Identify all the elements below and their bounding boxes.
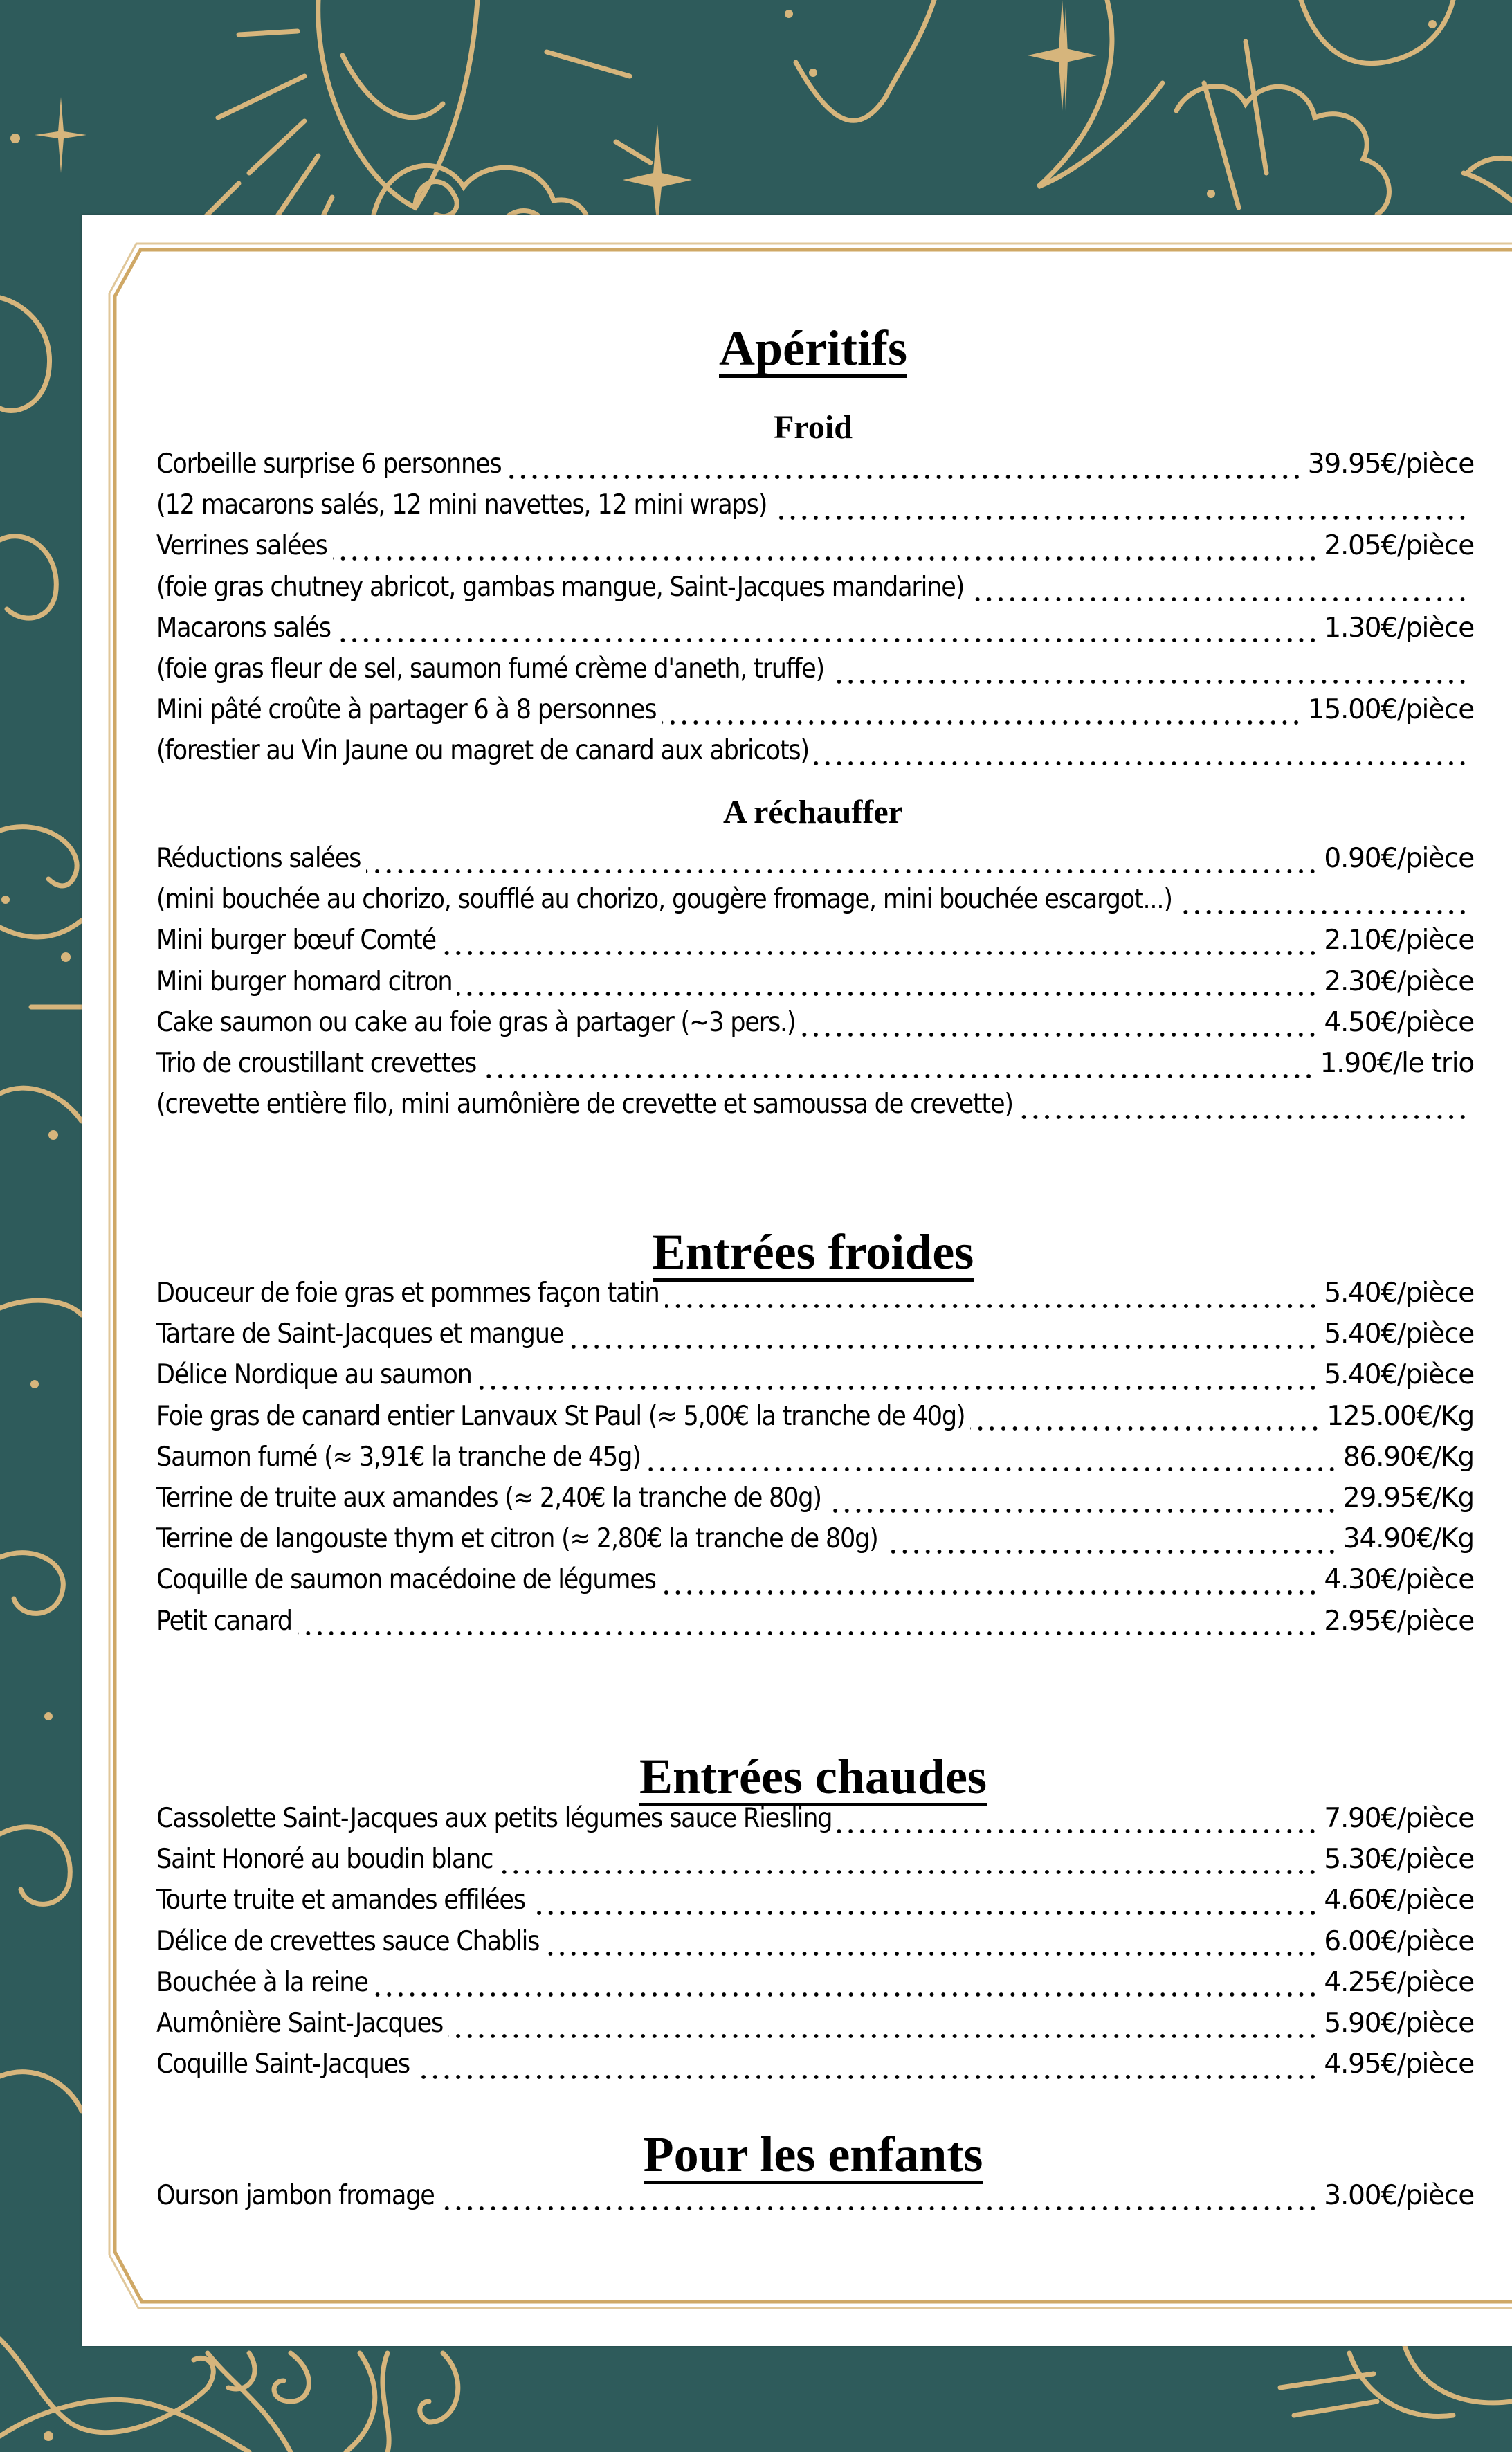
item-price: 4.50€/pièce [1324, 1006, 1474, 1038]
item-label: Cake saumon ou cake au foie gras à partager (~3 pers.) [156, 1006, 796, 1038]
item-label: Corbeille surprise 6 personnes [156, 448, 502, 480]
item-label: Coquille de saumon macédoine de légumes [156, 1564, 656, 1596]
dot-leader [837, 1828, 1318, 1834]
item-price: 15.00€/pièce [1307, 694, 1474, 726]
item-label: Mini burger bœuf Comté [156, 925, 436, 956]
dot-leader [507, 474, 1302, 480]
item-label: Terrine de truite aux amandes (≈ 2,40€ la tranche de 80g) [156, 1482, 821, 1514]
dot-leader [477, 1385, 1319, 1390]
item-label: Saint Honoré au boudin blanc [156, 1844, 493, 1876]
dot-leader [970, 1426, 1321, 1431]
menu-item-row [156, 1803, 1474, 1844]
menu-item-row [156, 2180, 1474, 2221]
dot-leader [531, 1910, 1318, 1916]
dot-leader [665, 1303, 1319, 1309]
item-label: Tartare de Saint-Jacques et mangue [156, 1318, 564, 1350]
section-title: Pour les enfants [644, 2129, 983, 2184]
menu-item-row [156, 1606, 1474, 1646]
item-price: 2.05€/pièce [1324, 530, 1474, 562]
dot-leader [569, 1344, 1318, 1350]
item-label: Terrine de langouste thym et citron (≈ 2,80€ la tranche de 80g) [156, 1523, 878, 1555]
menu-item-row [156, 612, 1474, 653]
item-label: (12 macarons salés, 12 mini navettes, 12 mini wraps) [156, 489, 767, 521]
dot-leader [814, 761, 1468, 766]
item-label: (foie gras fleur de sel, saumon fumé crème d'aneth, truffe) [156, 653, 825, 684]
dot-leader [498, 1869, 1318, 1875]
item-price: 2.10€/pièce [1324, 925, 1474, 956]
item-price: 2.30€/pièce [1324, 965, 1474, 997]
item-price: 29.95€/Kg [1342, 1482, 1474, 1514]
item-label: Aumônière Saint-Jacques [156, 2008, 444, 2039]
item-price: 39.95€/pièce [1307, 448, 1474, 480]
section-heading-entrees-chaudes [111, 1748, 1512, 1806]
menu-item-row [156, 1318, 1474, 1359]
item-price: 5.40€/pièce [1324, 1318, 1474, 1350]
menu-item-row [156, 1482, 1474, 1523]
item-label: Petit canard [156, 1605, 292, 1637]
item-price: 7.90€/pièce [1324, 1803, 1474, 1834]
menu-item-row [156, 1885, 1474, 1925]
dot-leader [646, 1466, 1338, 1472]
menu-item-row [156, 884, 1474, 925]
item-price: 1.30€/pièce [1324, 612, 1474, 644]
item-label: Mini burger homard citron [156, 965, 453, 997]
item-label: (foie gras chutney abricot, gambas mangue, Saint-Jacques mandarine) [156, 571, 965, 603]
menu-item-row [156, 735, 1474, 776]
menu-item-row [156, 1564, 1474, 1605]
item-label: Foie gras de canard entier Lanvaux St Paul (≈ 5,00€ la tranche de 40g) [156, 1400, 965, 1432]
menu-item-row [156, 1844, 1474, 1885]
item-label: (mini bouchée au chorizo, soufflé au chorizo, gougère fromage, mini bouchée escargot...) [156, 884, 1172, 916]
item-label: Coquille Saint-Jacques [156, 2049, 410, 2080]
item-price: 2.95€/pièce [1324, 1605, 1474, 1637]
menu-item-row [156, 1278, 1474, 1318]
menu-item-row [156, 694, 1474, 735]
item-price: 4.30€/pièce [1324, 1564, 1474, 1596]
item-price: 1.90€/le trio [1320, 1048, 1474, 1079]
menu-item-row [156, 1401, 1474, 1442]
subsection-heading-froid [111, 408, 1512, 446]
subsection-title: A réchauffer [723, 794, 903, 830]
dot-leader [366, 869, 1318, 874]
menu-item-row [156, 530, 1474, 571]
dot-leader [415, 2074, 1318, 2080]
dot-leader [662, 720, 1302, 725]
menu-item-row [156, 448, 1474, 489]
item-label: Délice de crevettes sauce Chablis [156, 1925, 540, 1957]
item-price: 5.30€/pièce [1324, 1844, 1474, 1876]
menu-item-row [156, 1967, 1474, 2008]
dot-leader [827, 1508, 1338, 1514]
menu-item-row [156, 572, 1474, 612]
menu-item-row [156, 843, 1474, 884]
item-label: Mini pâté croûte à partager 6 à 8 personnes [156, 694, 657, 726]
menu-item-row [156, 1442, 1474, 1482]
menu-item-row [156, 1089, 1474, 1129]
dot-leader [457, 991, 1318, 997]
item-label: Douceur de foie gras et pommes façon tatin [156, 1278, 659, 1309]
menu-item-row [156, 489, 1474, 530]
dot-leader [374, 1992, 1319, 1997]
dot-leader [298, 1631, 1318, 1636]
item-price: 86.90€/Kg [1342, 1441, 1474, 1473]
dot-leader [448, 2033, 1318, 2039]
item-label: Bouchée à la reine [156, 1966, 368, 1998]
item-label: (crevette entière filo, mini aumônière de crevette et samoussa de crevette) [156, 1089, 1013, 1120]
item-price: 5.40€/pièce [1324, 1359, 1474, 1391]
item-price: 0.90€/pièce [1324, 843, 1474, 874]
dot-leader [440, 2206, 1319, 2211]
item-price: 4.95€/pièce [1324, 2049, 1474, 2080]
section-title: Entrées chaudes [639, 1752, 987, 1806]
dot-leader [1178, 909, 1468, 915]
dot-leader [1019, 1114, 1468, 1120]
item-label: Tourte truite et amandes effilées [156, 1885, 525, 1916]
section-heading-aperitifs [111, 320, 1512, 378]
item-label: Saumon fumé (≈ 3,91€ la tranche de 45g) [156, 1441, 641, 1473]
dot-leader [830, 679, 1468, 684]
subsection-title: Froid [774, 409, 853, 446]
section-heading-entrees-froides [111, 1224, 1512, 1282]
menu-item-row [156, 2049, 1474, 2089]
item-label: Ourson jambon fromage [156, 2180, 435, 2211]
item-price: 5.40€/pièce [1324, 1278, 1474, 1309]
item-label: Délice Nordique au saumon [156, 1359, 472, 1391]
dot-leader [336, 637, 1319, 643]
dot-leader [801, 1032, 1318, 1037]
item-label: (forestier au Vin Jaune ou magret de canard aux abricots) [156, 735, 809, 767]
section-title: Entrées froides [653, 1227, 974, 1282]
subsection-heading-a-rechauffer [111, 793, 1512, 831]
dot-leader [333, 556, 1319, 561]
item-price: 3.00€/pièce [1324, 2180, 1474, 2211]
section-title: Apéritifs [719, 323, 907, 378]
menu-item-row [156, 925, 1474, 965]
item-price: 5.90€/pièce [1324, 2008, 1474, 2039]
dot-leader [772, 515, 1468, 520]
item-label: Trio de croustillant crevettes [156, 1048, 477, 1079]
menu-item-row [156, 1523, 1474, 1564]
item-label: Macarons salés [156, 612, 331, 644]
dot-leader [545, 1951, 1318, 1956]
item-label: Réductions salées [156, 843, 361, 874]
item-price: 4.60€/pièce [1324, 1885, 1474, 1916]
menu-item-row [156, 1048, 1474, 1089]
section-heading-pour-les-enfants [111, 2126, 1512, 2184]
menu-item-row [156, 653, 1474, 694]
item-label: Cassolette Saint-Jacques aux petits légumes sauce Riesling [156, 1803, 832, 1834]
menu-item-row [156, 966, 1474, 1007]
item-price: 6.00€/pièce [1324, 1925, 1474, 1957]
item-label: Verrines salées [156, 530, 327, 562]
menu-item-row [156, 1926, 1474, 1967]
item-price: 34.90€/Kg [1342, 1523, 1474, 1555]
menu-item-row [156, 2008, 1474, 2049]
menu-item-row [156, 1359, 1474, 1400]
item-price: 125.00€/Kg [1327, 1400, 1474, 1432]
dot-leader [482, 1073, 1314, 1079]
dot-leader [969, 597, 1468, 602]
menu-item-row [156, 1007, 1474, 1048]
dot-leader [662, 1590, 1319, 1595]
dot-leader [884, 1549, 1338, 1554]
dot-leader [441, 950, 1319, 956]
item-price: 4.25€/pièce [1324, 1966, 1474, 1998]
